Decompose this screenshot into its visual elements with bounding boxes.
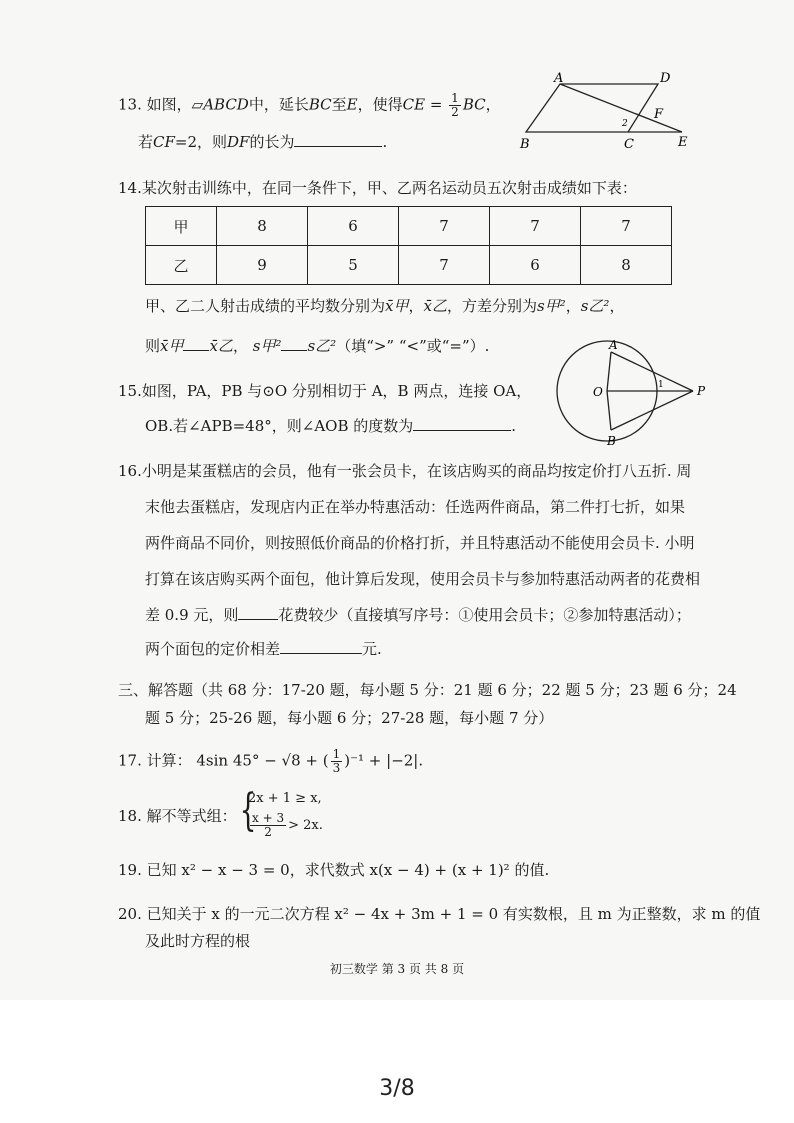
q14-intro: 14.某次射击训练中，在同一条件下，甲、乙两名运动员五次射击成绩如下表：	[118, 179, 637, 197]
q17	[118, 748, 423, 775]
q17-text: )⁻¹ + |−2|.	[344, 751, 424, 770]
q15-text: OB.若∠APB=48°，则∠AOB 的度数为	[145, 417, 414, 435]
q17-frac-den: 3	[332, 761, 341, 775]
q13-text: ，	[485, 95, 501, 114]
q15-text: .	[511, 417, 517, 435]
q13-var: DF	[227, 133, 250, 151]
q13-line2	[138, 132, 387, 152]
q14-mean-b: x̄乙	[423, 297, 447, 315]
q13-answer-blank[interactable]	[294, 132, 382, 147]
q15-tangent-pb	[611, 391, 693, 430]
q13-label-e: E	[678, 135, 688, 150]
q14-answer-blank-1[interactable]	[183, 336, 209, 351]
q14-var-a: s甲²	[252, 337, 282, 355]
q13-parallelogram: ▱ABCD	[191, 95, 249, 114]
q18-row2	[248, 812, 323, 839]
q14-score-table	[145, 206, 672, 285]
q14-text: 甲、乙二人射击成绩的平均数分别为	[145, 297, 386, 315]
table-row	[146, 207, 672, 246]
q15-tangent-pa	[611, 352, 693, 391]
q13-label-c: C	[624, 137, 634, 152]
table-cell-name: 甲	[146, 207, 217, 246]
q13-line1	[118, 92, 501, 119]
q15-figure	[545, 335, 720, 447]
q13-label-f: F	[654, 107, 664, 122]
table-cell: 7	[581, 207, 672, 246]
q14-text: 则	[145, 337, 161, 355]
q13-label-b: B	[520, 137, 530, 152]
q13-text: .	[382, 133, 388, 151]
q16-line2: 末他去蛋糕店，发现店内正在举办特惠活动：任选两件商品，第二件打七折，如果	[145, 498, 686, 516]
q15-label-o: O	[593, 385, 603, 399]
q14-var-a: s甲²	[536, 297, 566, 315]
table-cell: 9	[217, 246, 308, 285]
q16-line4: 打算在该店购买两个面包，他计算后发现，使用会员卡与参加特惠活动两者的花费相	[145, 570, 701, 588]
q18-text: > 2x.	[288, 818, 323, 833]
table-row	[146, 246, 672, 285]
q13-text: =	[425, 95, 448, 114]
q13-text: 若	[138, 133, 154, 151]
q15-radius-oa	[607, 352, 611, 391]
q15-line2	[145, 416, 516, 436]
q18-brace: {	[239, 785, 257, 836]
q14-mean-b: x̄乙	[209, 337, 233, 355]
q13-fraction	[449, 92, 461, 119]
q14-mean-a: x̄甲	[385, 297, 409, 315]
q16-text: 花费较少（直接填写序号：①使用会员卡；②参加特惠活动）；	[278, 606, 691, 624]
q16-line1: 16.小明是某蛋糕店的会员，他有一张会员卡，在该店购买的商品均按定价打八五折. 周	[118, 462, 692, 480]
q19: 19. 已知 x² − x − 3 = 0，求代数式 x(x − 4) + (x + 1)² 的值.	[118, 861, 550, 879]
q16-text: 元.	[362, 640, 382, 658]
q14-text: ，	[609, 297, 625, 315]
table-cell: 8	[217, 207, 308, 246]
q14-answer-blank-2[interactable]	[281, 336, 307, 351]
q20-line2: 及此时方程的根	[145, 932, 251, 950]
q13-var: E	[346, 95, 358, 114]
q14-text: ，	[232, 337, 248, 355]
table-cell: 8	[581, 246, 672, 285]
table-cell: 7	[399, 246, 490, 285]
section3-heading: 三、解答题（共 68 分：17-20 题，每小题 5 分：21 题 6 分；22 题 5 分；23 题 6 分；24	[118, 681, 737, 699]
q15-label-p: P	[697, 384, 706, 398]
page-indicator: 3/8	[379, 1076, 415, 1101]
table-cell-name: 乙	[146, 246, 217, 285]
q17-frac-num: 1	[332, 747, 341, 761]
q15-label-a: A	[609, 338, 618, 352]
section3-heading-cont: 题 5 分；25-26 题，每小题 6 分；27-28 题，每小题 7 分）	[145, 709, 554, 727]
q13-text: ，使得	[357, 95, 403, 114]
q16-line3: 两件商品不同价，则按照低价商品的价格打折，并且特惠活动不能使用会员卡. 小明	[145, 534, 695, 552]
q13-angle-mark: 2	[622, 119, 628, 129]
q15-angle-mark: 1	[658, 380, 664, 390]
q13-var: BC	[308, 95, 332, 114]
q15-label-b: B	[607, 434, 616, 447]
q13-text: 中，延长	[248, 95, 309, 114]
q13-figure	[510, 68, 700, 153]
q13-text: 至	[331, 95, 347, 114]
q13-var: CF	[153, 133, 175, 151]
q13-frac-den: 2	[451, 105, 459, 119]
q14-mean-a: x̄甲	[160, 337, 184, 355]
q16-answer-blank-2[interactable]	[280, 639, 362, 654]
q13-number: 13.	[118, 95, 142, 114]
q13-var: BC	[462, 95, 486, 114]
q16-line6	[145, 639, 382, 659]
q13-frac-num: 1	[451, 91, 459, 105]
q13-segment-ae	[560, 84, 682, 132]
table-cell: 7	[490, 207, 581, 246]
q13-var: CE	[402, 95, 426, 114]
q17-fraction	[331, 748, 343, 775]
q18-frac-num: x + 3	[252, 811, 285, 825]
q18-frac-den: 2	[264, 825, 272, 839]
q13-text: 如图，	[146, 95, 192, 114]
q18-fraction	[250, 812, 286, 839]
q14-text: ，方差分别为	[446, 297, 537, 315]
q14-line3	[145, 336, 489, 356]
table-cell: 6	[490, 246, 581, 285]
q13-label-d: D	[660, 71, 671, 86]
q14-line2	[145, 296, 624, 316]
q14-text: （填“>” “<”或“=”）.	[336, 337, 490, 355]
q14-var-b: s乙²	[580, 297, 610, 315]
q13-text: 的长为	[249, 133, 295, 151]
q20-line1: 20. 已知关于 x 的一元二次方程 x² − 4x + 3m + 1 = 0 有实数根，且 m 为正整数，求 m 的值	[118, 905, 761, 923]
q15-line1: 15.如图，PA，PB 与⊙O 分别相切于 A，B 两点，连接 OA，	[118, 382, 532, 400]
q13-parallelogram-shape	[526, 84, 658, 132]
q13-text: =2，则	[174, 133, 228, 151]
q14-text: ，	[408, 297, 424, 315]
q14-text: ，	[565, 297, 581, 315]
table-cell: 6	[308, 207, 399, 246]
page-footer: 初三数学 第 3 页 共 8 页	[329, 962, 465, 976]
q15-answer-blank[interactable]	[413, 416, 511, 431]
q14-var-b: s乙²	[307, 337, 337, 355]
table-cell: 5	[308, 246, 399, 285]
q18-row1: 2x + 1 ≥ x,	[248, 791, 322, 806]
q16-answer-blank-1[interactable]	[238, 605, 278, 620]
q16-text: 差 0.9 元，则	[145, 606, 239, 624]
q16-line5	[145, 605, 691, 625]
q15-radius-ob	[607, 391, 611, 430]
table-cell: 7	[399, 207, 490, 246]
q18-label: 18. 解不等式组：	[118, 807, 237, 825]
q13-label-a: A	[554, 71, 564, 86]
q16-text: 两个面包的定价相差	[145, 640, 281, 658]
q17-text: 17. 计算： 4sin 45° − √8 + (	[118, 751, 329, 770]
